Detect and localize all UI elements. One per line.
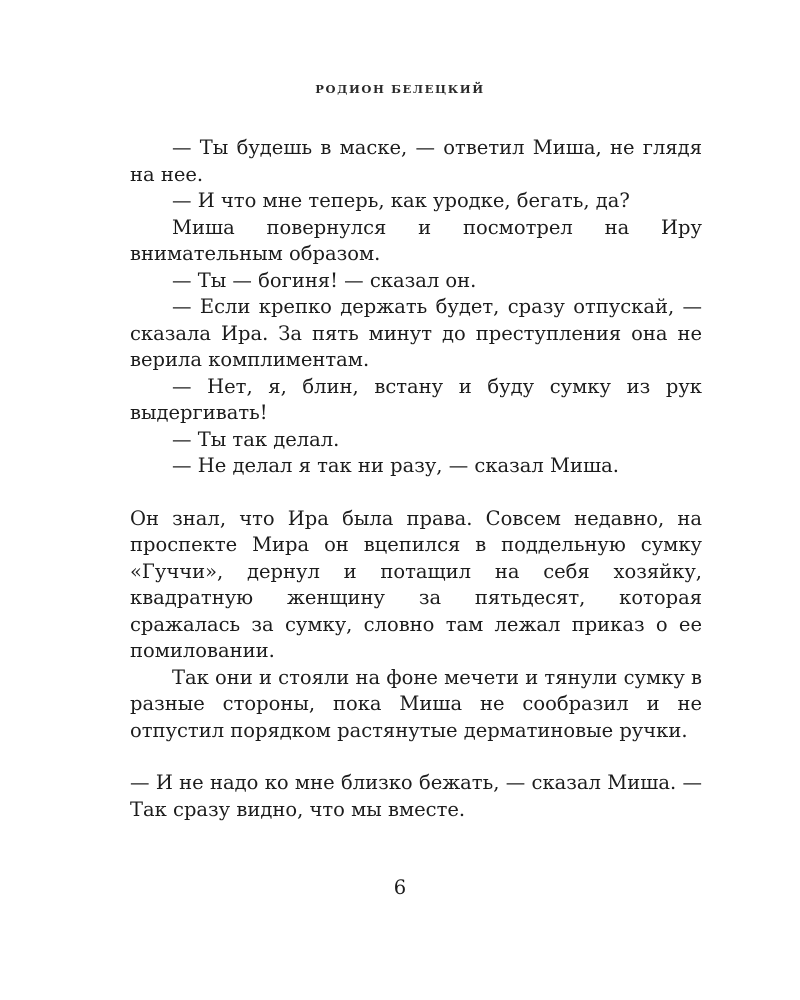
page-text-block bbox=[130, 135, 702, 823]
paragraph: — Если крепко держать будет, сразу отпускай, — сказала Ира. За пять минут до преступления она не верила комплиментам. bbox=[130, 295, 702, 371]
paragraph: — Не делал я так ни разу, — сказал Миша. bbox=[172, 454, 619, 477]
page-number: 6 bbox=[393, 876, 407, 899]
paragraph: — Ты будешь в маске, — ответил Миша, не глядя на нее. bbox=[130, 136, 702, 186]
paragraph: — Ты так делал. bbox=[172, 427, 340, 451]
paragraph: — Ты — богиня! — сказал он. bbox=[172, 268, 477, 292]
paragraph: Миша повернулся и посмотрел на Иру внимательным образом. bbox=[130, 215, 702, 265]
paragraph: — Нет, я, блин, встану и буду сумку из рук выдергивать! bbox=[130, 374, 702, 424]
paragraph: — И что мне теперь, как уродке, бегать, да? bbox=[172, 189, 630, 212]
paragraph: — И не надо ко мне близко бежать, — сказал Миша. — Так сразу видно, что мы вместе. bbox=[130, 771, 702, 821]
running-head-author: РОДИОН БЕЛЕЦКИЙ bbox=[315, 82, 485, 96]
paragraph: Так они и стояли на фоне мечети и тянули сумку в разные стороны, пока Миша не сообразил и не отпустил порядком растянутые дерматиновые ручки. bbox=[130, 665, 702, 742]
paragraph: Он знал, что Ира была права. Совсем недавно, на проспекте Мира он вцепился в поддельную сумку «Гуччи», дернул и потащил на себя хозяйку, квадратную женщину за пятьдесят, которая сражалась за сумку, словно там лежал приказ о ее помиловании. bbox=[130, 506, 702, 662]
